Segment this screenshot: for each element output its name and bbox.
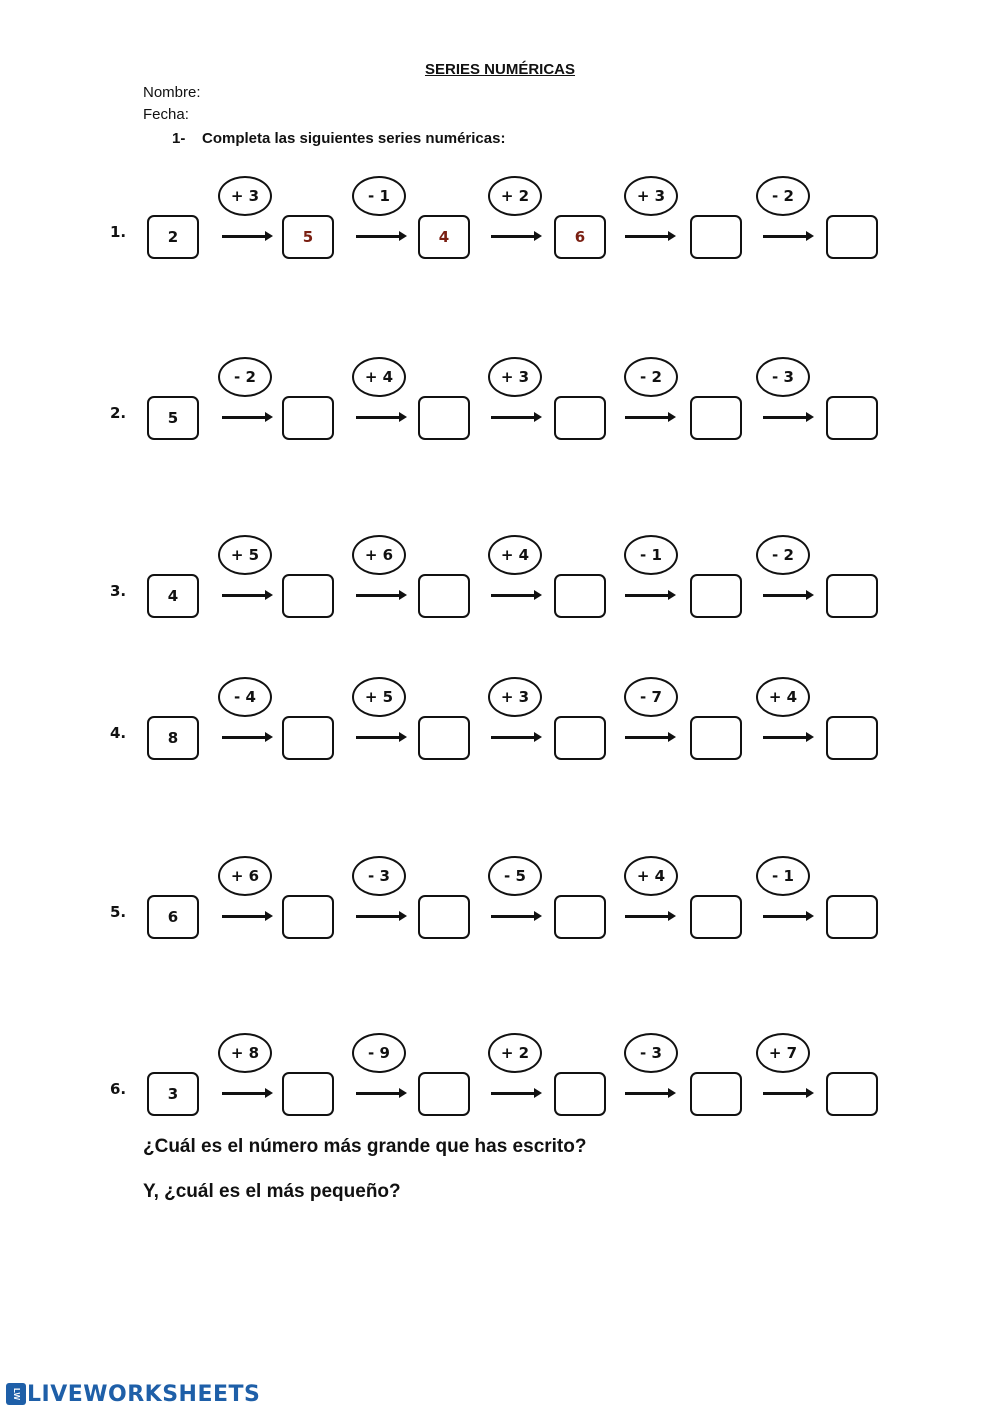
series-row bbox=[0, 1033, 1000, 1143]
arrow-right-icon bbox=[491, 1092, 539, 1095]
series-row bbox=[0, 535, 1000, 645]
answer-box[interactable] bbox=[690, 1072, 742, 1116]
instruction bbox=[172, 130, 505, 147]
arrow-right-icon bbox=[356, 736, 404, 739]
answer-box[interactable] bbox=[826, 574, 878, 618]
answer-box[interactable]: 5 bbox=[282, 215, 334, 259]
series-row bbox=[0, 677, 1000, 787]
start-value-box: 5 bbox=[147, 396, 199, 440]
arrow-right-icon bbox=[491, 736, 539, 739]
operation-oval: - 9 bbox=[352, 1033, 406, 1073]
answer-box[interactable] bbox=[554, 396, 606, 440]
answer-box[interactable] bbox=[826, 1072, 878, 1116]
answer-box[interactable] bbox=[418, 574, 470, 618]
arrow-right-icon bbox=[625, 235, 673, 238]
operation-oval: - 1 bbox=[352, 176, 406, 216]
operation-oval: + 7 bbox=[756, 1033, 810, 1073]
answer-box[interactable] bbox=[690, 574, 742, 618]
arrow-right-icon bbox=[356, 915, 404, 918]
operation-oval: - 3 bbox=[756, 357, 810, 397]
series-number: 6. bbox=[110, 1080, 127, 1098]
operation-oval: + 3 bbox=[624, 176, 678, 216]
instruction-number: 1- bbox=[172, 130, 186, 147]
answer-box[interactable] bbox=[826, 396, 878, 440]
arrow-right-icon bbox=[763, 736, 811, 739]
operation-oval: + 4 bbox=[488, 535, 542, 575]
operation-oval: - 4 bbox=[218, 677, 272, 717]
arrow-right-icon bbox=[763, 915, 811, 918]
series-number: 5. bbox=[110, 903, 127, 921]
arrow-right-icon bbox=[625, 1092, 673, 1095]
operation-oval: - 2 bbox=[756, 535, 810, 575]
operation-oval: - 2 bbox=[756, 176, 810, 216]
arrow-right-icon bbox=[222, 736, 270, 739]
start-value-box: 6 bbox=[147, 895, 199, 939]
operation-oval: + 5 bbox=[218, 535, 272, 575]
operation-oval: + 4 bbox=[352, 357, 406, 397]
answer-box[interactable] bbox=[418, 396, 470, 440]
series-number: 3. bbox=[110, 582, 127, 600]
arrow-right-icon bbox=[763, 235, 811, 238]
operation-oval: + 6 bbox=[218, 856, 272, 896]
liveworksheets-logo bbox=[6, 1381, 260, 1407]
question-smallest: Y, ¿cuál es el más pequeño? bbox=[143, 1181, 401, 1202]
operation-oval: - 5 bbox=[488, 856, 542, 896]
arrow-right-icon bbox=[763, 594, 811, 597]
operation-oval: + 8 bbox=[218, 1033, 272, 1073]
operation-oval: - 7 bbox=[624, 677, 678, 717]
arrow-right-icon bbox=[222, 915, 270, 918]
series-row bbox=[0, 856, 1000, 966]
arrow-right-icon bbox=[491, 235, 539, 238]
arrow-right-icon bbox=[222, 235, 270, 238]
series-number: 4. bbox=[110, 724, 127, 742]
date-label: Fecha: bbox=[143, 106, 189, 123]
arrow-right-icon bbox=[356, 235, 404, 238]
start-value-box: 3 bbox=[147, 1072, 199, 1116]
arrow-right-icon bbox=[625, 736, 673, 739]
answer-box[interactable] bbox=[826, 716, 878, 760]
arrow-right-icon bbox=[356, 416, 404, 419]
answer-box[interactable] bbox=[554, 895, 606, 939]
instruction-text: Completa las siguientes series numéricas: bbox=[202, 130, 506, 147]
arrow-right-icon bbox=[625, 594, 673, 597]
answer-box[interactable] bbox=[554, 1072, 606, 1116]
operation-oval: - 3 bbox=[624, 1033, 678, 1073]
question-largest: ¿Cuál es el número más grande que has escrito? bbox=[143, 1136, 587, 1157]
answer-box[interactable] bbox=[554, 574, 606, 618]
answer-box[interactable] bbox=[282, 396, 334, 440]
page-title: SERIES NUMÉRICAS bbox=[424, 61, 576, 78]
series-number: 1. bbox=[110, 223, 127, 241]
answer-box[interactable] bbox=[282, 716, 334, 760]
answer-box[interactable] bbox=[826, 895, 878, 939]
arrow-right-icon bbox=[222, 416, 270, 419]
operation-oval: + 3 bbox=[488, 677, 542, 717]
operation-oval: - 3 bbox=[352, 856, 406, 896]
start-value-box: 4 bbox=[147, 574, 199, 618]
answer-box[interactable] bbox=[418, 716, 470, 760]
arrow-right-icon bbox=[763, 416, 811, 419]
answer-box[interactable] bbox=[418, 1072, 470, 1116]
operation-oval: + 3 bbox=[218, 176, 272, 216]
arrow-right-icon bbox=[356, 594, 404, 597]
arrow-right-icon bbox=[625, 416, 673, 419]
answer-box[interactable] bbox=[554, 716, 606, 760]
arrow-right-icon bbox=[222, 1092, 270, 1095]
operation-oval: + 4 bbox=[624, 856, 678, 896]
operation-oval: + 2 bbox=[488, 176, 542, 216]
name-label: Nombre: bbox=[143, 84, 201, 101]
answer-box[interactable] bbox=[282, 895, 334, 939]
series-number: 2. bbox=[110, 404, 127, 422]
operation-oval: + 4 bbox=[756, 677, 810, 717]
answer-box[interactable] bbox=[282, 1072, 334, 1116]
answer-box[interactable] bbox=[690, 396, 742, 440]
operation-oval: - 1 bbox=[756, 856, 810, 896]
operation-oval: + 6 bbox=[352, 535, 406, 575]
operation-oval: + 5 bbox=[352, 677, 406, 717]
operation-oval: + 2 bbox=[488, 1033, 542, 1073]
series-row bbox=[0, 357, 1000, 467]
arrow-right-icon bbox=[222, 594, 270, 597]
answer-box[interactable] bbox=[690, 716, 742, 760]
logo-icon: LW bbox=[6, 1383, 26, 1405]
arrow-right-icon bbox=[625, 915, 673, 918]
operation-oval: + 3 bbox=[488, 357, 542, 397]
start-value-box: 8 bbox=[147, 716, 199, 760]
answer-box[interactable]: 6 bbox=[554, 215, 606, 259]
operation-oval: - 1 bbox=[624, 535, 678, 575]
arrow-right-icon bbox=[356, 1092, 404, 1095]
answer-box[interactable] bbox=[418, 895, 470, 939]
operation-oval: - 2 bbox=[624, 357, 678, 397]
arrow-right-icon bbox=[491, 416, 539, 419]
answer-box[interactable] bbox=[690, 895, 742, 939]
answer-box[interactable] bbox=[282, 574, 334, 618]
arrow-right-icon bbox=[763, 1092, 811, 1095]
arrow-right-icon bbox=[491, 915, 539, 918]
arrow-right-icon bbox=[491, 594, 539, 597]
logo-text: LIVEWORKSHEETS bbox=[27, 1381, 261, 1407]
operation-oval: - 2 bbox=[218, 357, 272, 397]
answer-box[interactable] bbox=[826, 215, 878, 259]
answer-box[interactable]: 4 bbox=[418, 215, 470, 259]
answer-box[interactable] bbox=[690, 215, 742, 259]
start-value-box: 2 bbox=[147, 215, 199, 259]
series-row bbox=[0, 176, 1000, 286]
